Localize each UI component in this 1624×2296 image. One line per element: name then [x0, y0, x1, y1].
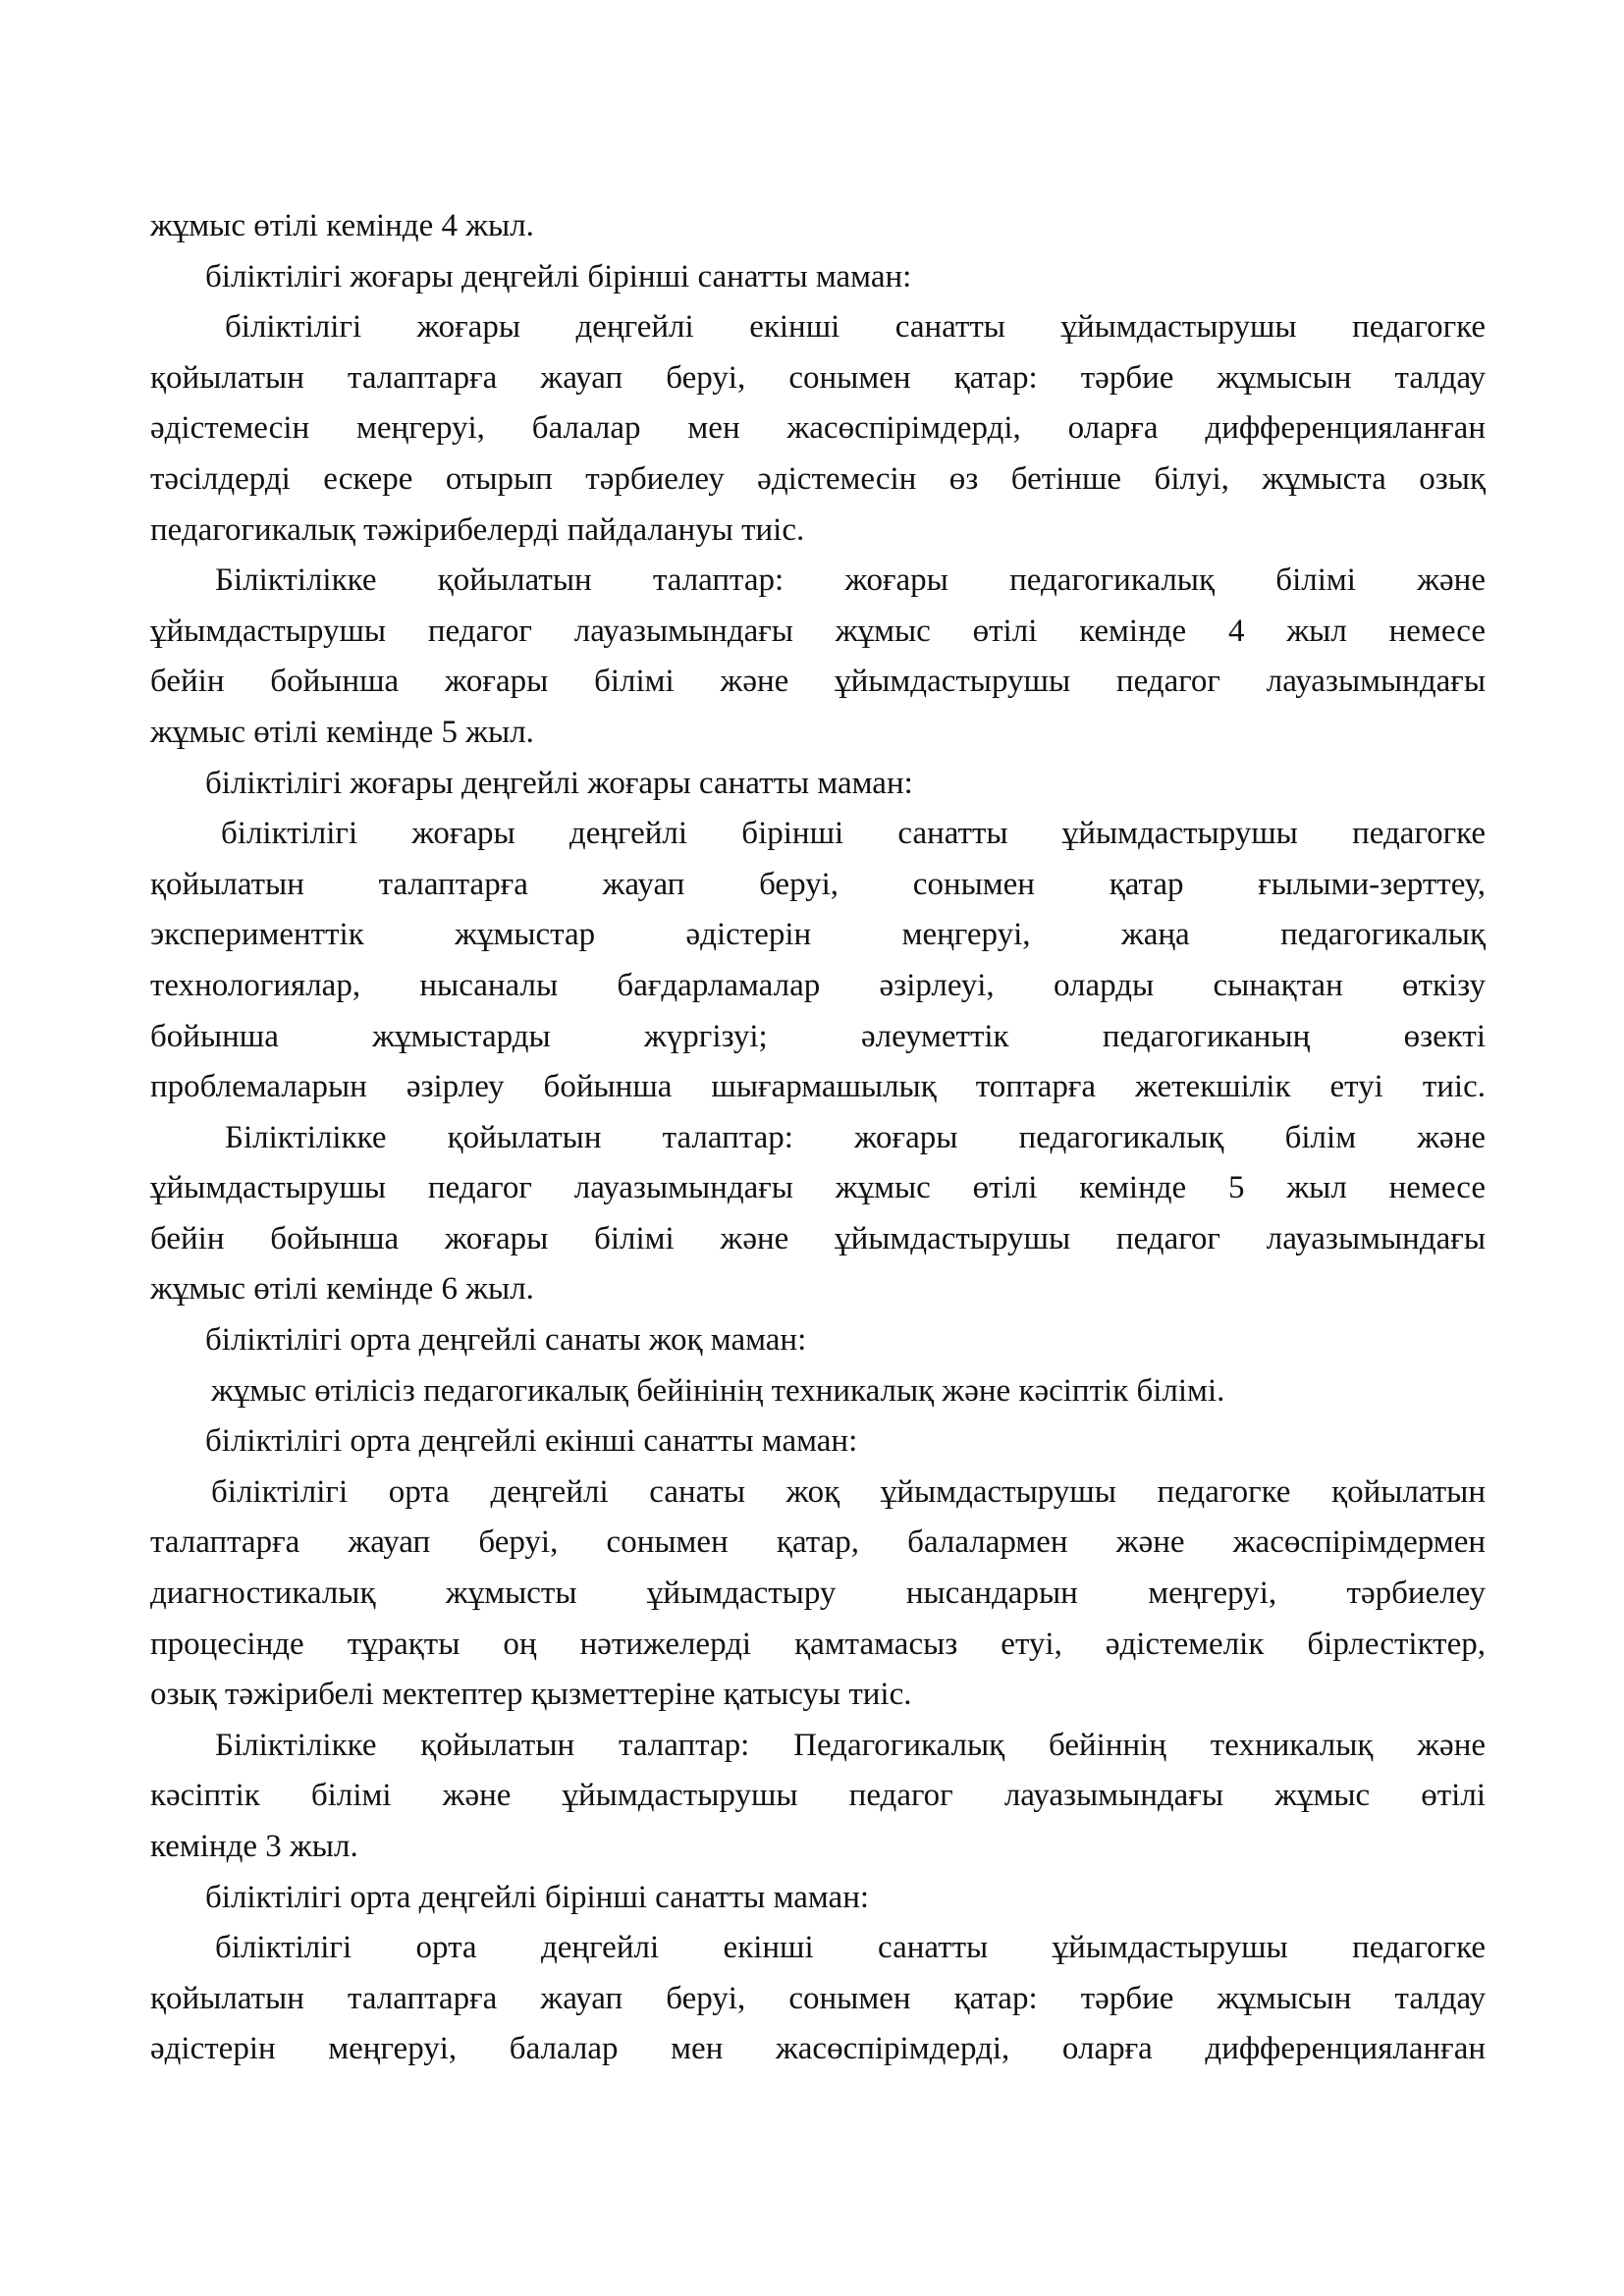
text-line: ұйымдастырушы педагог лауазымындағы жұмыс өтілі кемінде 5 жыл немесе [150, 1170, 1486, 1206]
text-line: әдістемесін меңгеруі, балалар мен жасөспірімдерді, оларға дифференцияланған [150, 410, 1486, 447]
text-line: қойылатын талаптарға жауап беруі, сонымен қатар: тәрбие жұмысын талдау [150, 359, 1486, 396]
text-line: біліктілігі жоғары деңгейлі бірінші санатты ұйымдастырушы педагогке [221, 816, 1486, 852]
text-line: әдістерін меңгеруі, балалар мен жасөспірімдерді, оларға дифференцияланған [150, 2031, 1486, 2067]
text-line: біліктілігі орта деңгейлі екінші санатты ұйымдастырушы педагогке [215, 1930, 1486, 1966]
text-line: талаптарға жауап беруі, сонымен қатар, балалармен және жасөспірімдермен [150, 1524, 1486, 1561]
text-line: жұмыс өтілі кемінде 5 жыл. [150, 714, 534, 750]
text-line: Біліктілікке қойылатын талаптар: жоғары педагогикалық білім және [225, 1119, 1486, 1155]
text-line: қойылатын талаптарға жауап беруі, сонымен қатар ғылыми-зерттеу, [150, 866, 1486, 902]
section-heading: біліктілігі орта деңгейлі бірінші санатты маман: [205, 1879, 870, 1915]
text-line: эксперименттік жұмыстар әдістерін меңгеруі, жаңа педагогикалық [150, 917, 1486, 953]
text-line: педагогикалық тәжірибелерді пайдалануы тиіс. [150, 511, 805, 548]
text-line: проблемаларын әзірлеу бойынша шығармашылық топтарға жетекшілік етуі тиіс. [150, 1069, 1486, 1105]
text-line: Біліктілікке қойылатын талаптар: Педагогикалық бейіннің техникалық және [215, 1727, 1486, 1763]
text-line: технологиялар, нысаналы бағдарламалар әзірлеуі, оларды сынақтан өткізу [150, 967, 1486, 1003]
section-heading: біліктілігі жоғары деңгейлі бірінші санатты маман: [205, 258, 912, 294]
text-line: біліктілігі жоғары деңгейлі екінші санатты ұйымдастырушы педагогке [225, 309, 1486, 346]
text-line: процесінде тұрақты оң нәтижелерді қамтамасыз етуі, әдістемелік бірлестіктер, [150, 1626, 1486, 1662]
text-line: жұмыс өтілісіз педагогикалық бейінінің техникалық және кәсіптік білімі. [211, 1372, 1225, 1409]
text-line: ұйымдастырушы педагог лауазымындағы жұмыс өтілі кемінде 4 жыл немесе [150, 613, 1486, 649]
section-heading: біліктілігі жоғары деңгейлі жоғары санатты маман: [205, 765, 913, 801]
text-line: диагностикалық жұмысты ұйымдастыру нысандарын меңгеруі, тәрбиелеу [150, 1575, 1486, 1612]
text-line: озық тәжірибелі мектептер қызметтеріне қатысуы тиіс. [150, 1677, 912, 1713]
document-body [150, 201, 1486, 2075]
text-line: қойылатын талаптарға жауап беруі, сонымен қатар: тәрбие жұмысын талдау [150, 1980, 1486, 2016]
text-line: тәсілдерді ескере отырып тәрбиелеу әдістемесін өз бетінше білуі, жұмыста озық [150, 460, 1486, 497]
text-line: бейін бойынша жоғары білімі және ұйымдастырушы педагог лауазымындағы [150, 664, 1486, 700]
text-line: жұмыс өтілі кемінде 6 жыл. [150, 1271, 534, 1308]
text-line: кәсіптік білімі және ұйымдастырушы педагог лауазымындағы жұмыс өтілі [150, 1778, 1486, 1814]
text-line: біліктілігі орта деңгейлі санаты жоқ ұйымдастырушы педагогке қойылатын [211, 1473, 1486, 1510]
section-heading: біліктілігі орта деңгейлі екінші санатты маман: [205, 1423, 858, 1460]
text-line: Біліктілікке қойылатын талаптар: жоғары педагогикалық білімі және [215, 562, 1486, 599]
text-line: бейін бойынша жоғары білімі және ұйымдастырушы педагог лауазымындағы [150, 1220, 1486, 1256]
text-line: бойынша жұмыстарды жүргізуі; әлеуметтік педагогиканың өзекті [150, 1018, 1486, 1054]
text-line: жұмыс өтілі кемінде 4 жыл. [150, 208, 534, 243]
section-heading: біліктілігі орта деңгейлі санаты жоқ маман: [205, 1322, 807, 1359]
text-line: кемінде 3 жыл. [150, 1829, 358, 1864]
